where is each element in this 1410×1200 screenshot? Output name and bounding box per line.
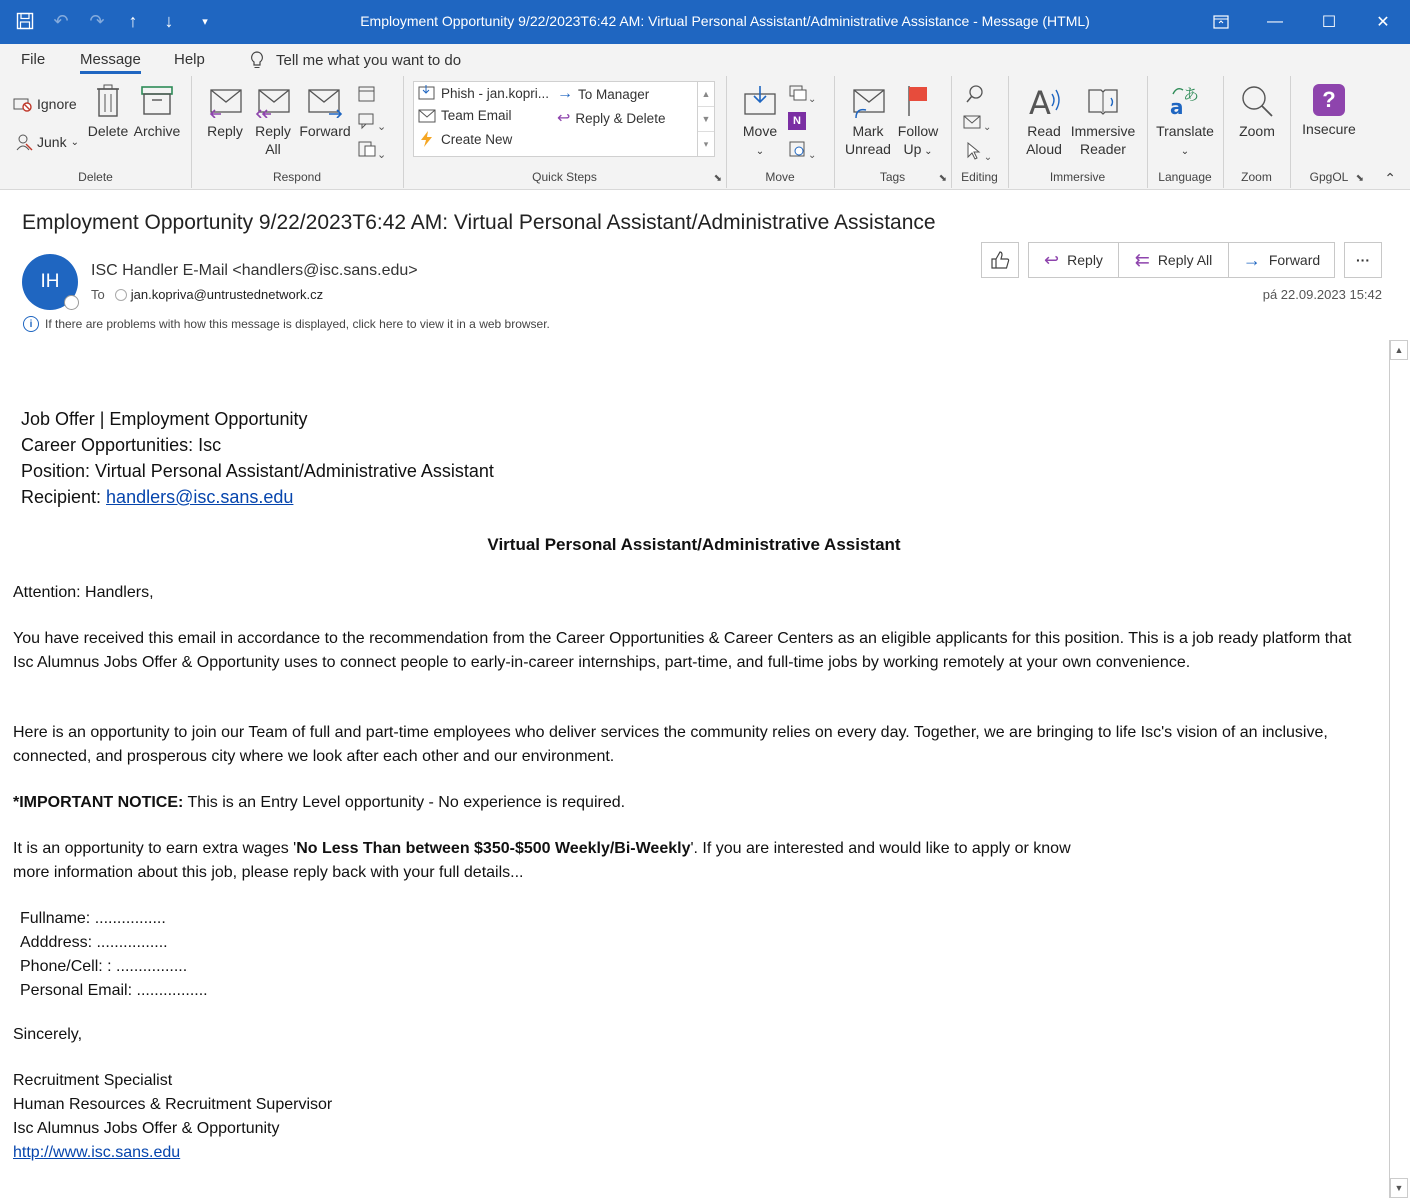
svg-text:あ: あ — [1183, 85, 1200, 104]
tags-group: Mark Unread Follow Up ⌄ ⬊ Tags — [834, 76, 952, 188]
forward-button[interactable]: → Forward — [1228, 242, 1335, 278]
immersive-group: A Read Aloud Immersive Reader Immersive — [1008, 76, 1148, 188]
signature-link-line — [13, 1141, 1373, 1165]
signature-line3: Isc Alumnus Jobs Offer & Opportunity — [13, 1120, 280, 1137]
signature-line2: Human Resources & Recruitment Supervisor — [13, 1096, 333, 1113]
menu-tabs — [0, 44, 1410, 76]
sender[interactable]: ISC Handler E-Mail <handlers@isc.sans.edu> — [91, 262, 418, 279]
chevron-down-icon: ⌄ — [1180, 146, 1190, 157]
chevron-down-icon: ⌄ — [755, 146, 765, 157]
ignore-button[interactable]: Ignore — [13, 96, 77, 112]
archive-button[interactable]: Archive — [132, 84, 182, 140]
body-para2: Here is an opportunity to join our Team of full and part-time employees who deliver services the community relies on every day. Together, we are bringing to life Isc's vision of an inclusive, connected, and prosperous city where we look after each other and our environment. — [13, 724, 1328, 765]
question-shield-icon: ? — [1313, 84, 1345, 116]
translate-button[interactable]: a あ Translate ⌄ — [1156, 85, 1214, 157]
immersive-reader-icon — [1085, 84, 1121, 118]
to-label: To — [91, 287, 105, 302]
reply-button[interactable]: ↩ Reply — [1028, 242, 1119, 278]
reply-all-icon — [255, 84, 291, 118]
ribbon-display-options-icon[interactable] — [1194, 0, 1248, 44]
move-folder-icon — [743, 84, 777, 118]
window-controls — [1194, 0, 1410, 44]
dialog-launcher-icon[interactable]: ⬊ — [713, 173, 722, 184]
translate-icon — [1168, 84, 1202, 118]
quick-steps-scroll[interactable] — [697, 82, 714, 156]
svg-text:a: a — [1170, 95, 1184, 118]
to-address[interactable]: jan.kopriva@untrustednetwork.cz — [130, 287, 324, 302]
close-icon[interactable]: ✕ — [1376, 14, 1390, 31]
mark-unread-button[interactable]: Mark Unread — [844, 84, 892, 158]
lightbulb-icon — [250, 51, 264, 69]
junk-icon — [15, 133, 33, 151]
zoom-button[interactable]: Zoom — [1231, 84, 1283, 140]
ribbon-reply-button[interactable]: Reply — [203, 84, 247, 140]
recipient-link[interactable]: handlers@isc.sans.edu — [106, 487, 294, 507]
undo-icon[interactable]: ↶ — [53, 10, 69, 31]
form-address: Adddress: ................ — [20, 934, 168, 951]
form-fullname: Fullname: ................ — [20, 910, 166, 927]
svg-text:A: A — [1029, 84, 1051, 118]
flag-icon — [903, 84, 933, 118]
tell-me-label: Tell me what you want to do — [276, 51, 462, 69]
read-aloud-button[interactable]: A Read Aloud — [1026, 84, 1062, 157]
respond-group: Reply Reply All Forward ⌄ ⌄ Respond — [191, 76, 404, 188]
actions-icon[interactable]: ⌄ — [788, 140, 816, 161]
info-bar[interactable] — [23, 316, 550, 332]
dialog-launcher-icon[interactable]: ⬊ — [938, 173, 947, 184]
previous-item-icon[interactable]: ↑ — [128, 10, 138, 31]
im-reply-icon[interactable]: ⌄ — [357, 112, 387, 132]
form-email: Personal Email: ................ — [20, 982, 208, 999]
redo-icon[interactable]: ↷ — [89, 10, 105, 31]
scroll-down-arrow-icon[interactable]: ▼ — [1390, 1178, 1408, 1198]
archive-icon — [140, 84, 174, 118]
next-item-icon[interactable]: ↓ — [164, 10, 174, 31]
editing-group: ⌄ ⌄ Editing — [951, 76, 1009, 188]
reply-all-arrow-icon: ⇇ — [1134, 249, 1150, 270]
zoom-group: Zoom Zoom — [1223, 76, 1291, 188]
signature-link[interactable]: http://www.isc.sans.edu — [13, 1144, 181, 1161]
window-title: Employment Opportunity 9/22/2023T6:42 AM: Virtual Personal Assistant/Administrative Assistance - Message (HTML) — [360, 13, 1090, 29]
quick-step-team-email[interactable]: Team Email — [418, 108, 512, 123]
meeting-reply-icon[interactable] — [357, 84, 377, 104]
ribbon — [0, 76, 1410, 190]
dialog-launcher-icon[interactable]: ⬊ — [1355, 173, 1364, 184]
zoom-icon — [1240, 84, 1274, 118]
body-wage-line2: more information about this job, please reply back with your full details... — [13, 864, 524, 881]
forward-arrow-icon: → — [1242, 249, 1261, 270]
presence-indicator — [64, 295, 79, 310]
body-job-line3: Position: Virtual Personal Assistant/Administrative Assistant — [21, 461, 494, 481]
recipients-line — [91, 287, 323, 302]
body-title: Virtual Personal Assistant/Administrative Assistant — [487, 535, 901, 554]
vertical-scrollbar[interactable] — [1389, 340, 1408, 1198]
recipient-presence-icon — [115, 289, 127, 301]
more-respond-icon[interactable]: ⌄ — [357, 140, 387, 160]
reply-all-button[interactable]: ⇇ Reply All — [1118, 242, 1229, 278]
arrow-right-icon: → — [557, 85, 573, 102]
follow-up-button[interactable]: Follow Up ⌄ — [894, 84, 942, 161]
form-phone: Phone/Cell: : ................ — [20, 958, 188, 975]
signature-line1: Recruitment Specialist — [13, 1072, 173, 1089]
quick-step-phish[interactable]: Phish - jan.kopri... — [418, 85, 549, 101]
delete-group: Ignore Junk ⌄ Delete Archive Delete — [0, 76, 192, 188]
quick-steps-group: Phish - jan.kopri... Team Email Create New → To Manager ↩ Reply & Delete ▲ ▼ ▾ ⬊ Quick Steps — [403, 76, 727, 188]
customize-toolbar-icon[interactable]: ▾ — [202, 15, 208, 28]
more-actions-button[interactable]: ··· — [1344, 242, 1382, 278]
thumbs-up-icon — [990, 250, 1010, 270]
reply-arrow-icon: ↩ — [1044, 249, 1060, 270]
info-text: If there are problems with how this message is displayed, click here to view it in a web browser. — [45, 317, 550, 331]
ribbon-reply-all-button[interactable]: Reply All — [251, 84, 295, 158]
more-quick-steps-icon[interactable]: ▾ — [698, 131, 714, 156]
body-recipient-line: Recipient: handlers@isc.sans.edu — [21, 487, 294, 507]
trash-icon — [95, 84, 121, 118]
tab-help[interactable]: Help — [174, 51, 205, 68]
info-icon: i — [23, 316, 39, 332]
envelope-icon — [418, 109, 436, 123]
quick-step-reply-delete[interactable]: ↩ Reply & Delete — [557, 110, 666, 127]
ignore-icon — [13, 96, 33, 112]
delete-button[interactable]: Delete — [86, 84, 130, 140]
language-group: a あ Translate ⌄ Language — [1147, 76, 1224, 188]
reply-icon — [207, 84, 243, 118]
tab-message[interactable]: Message — [80, 51, 141, 68]
tell-me-search[interactable] — [250, 51, 461, 69]
body-job-line2: Career Opportunities: Isc — [21, 435, 222, 455]
received-date: pá 22.09.2023 15:42 — [1262, 287, 1382, 302]
related-icon[interactable]: ⌄ — [963, 114, 991, 133]
avatar[interactable]: IH — [22, 254, 78, 310]
chevron-down-icon: ⌄ — [921, 146, 933, 157]
body-wage: It is an opportunity to earn extra wages 'No Less Than between $350-$500 Weekly/Bi-Weekly'. If you are interested and would like to apply or know — [13, 840, 1071, 857]
scroll-down-icon[interactable]: ▼ — [698, 106, 714, 131]
reply-arrow-icon: ↩ — [557, 110, 571, 127]
gpgol-group: ? Insecure ⬊ GpgOL — [1290, 76, 1368, 188]
quick-step-to-manager[interactable]: → To Manager — [557, 85, 650, 102]
immersive-reader-button[interactable]: Immersive Reader — [1070, 84, 1136, 158]
body-job-line1: Job Offer | Employment Opportunity — [21, 409, 308, 429]
quick-steps-gallery — [413, 81, 715, 157]
collapse-ribbon-icon[interactable]: ⌃ — [1384, 170, 1396, 186]
onenote-icon[interactable]: N — [788, 112, 806, 130]
insecure-button[interactable]: ? Insecure — [1298, 84, 1360, 138]
chevron-down-icon: ⌄ — [70, 136, 79, 148]
like-button[interactable] — [981, 242, 1019, 278]
find-icon[interactable] — [965, 84, 985, 109]
move-button[interactable]: Move ⌄ — [738, 84, 782, 161]
tab-file[interactable]: File — [21, 51, 46, 68]
rules-icon[interactable]: ⌄ — [788, 84, 816, 105]
maximize-icon[interactable]: ☐ — [1321, 14, 1337, 31]
mark-unread-icon — [850, 84, 886, 118]
forward-icon — [307, 84, 343, 118]
ribbon-forward-button[interactable]: Forward — [297, 84, 353, 140]
message-subject: Employment Opportunity 9/22/2023T6:42 AM: Virtual Personal Assistant/Administrative Assistance — [22, 211, 936, 234]
junk-button[interactable]: Junk ⌄ — [15, 133, 79, 151]
read-aloud-icon — [1026, 84, 1062, 118]
body-notice: *IMPORTANT NOTICE: This is an Entry Level opportunity - No experience is required. — [13, 794, 626, 811]
quick-step-create-new[interactable]: Create New — [418, 131, 512, 147]
body-para1: You have received this email in accordance to the recommendation from the Career Opportunities & Career Centers as an eligible applicants for this position. This is a job ready platform that Isc Alumnus Jobs Offer & Opportunity uses to connect people to early-in-career internships, part-time, and full-time jobs by working remotely at your own convenience. — [13, 630, 1352, 671]
scroll-up-icon[interactable]: ▲ — [701, 89, 711, 99]
minimize-icon[interactable]: — — [1267, 13, 1283, 30]
select-icon[interactable]: ⌄ — [965, 142, 992, 163]
lightning-icon — [418, 131, 436, 147]
move-group: Move ⌄ ⌄ N ⌄ Move — [726, 76, 835, 188]
body-attention: Attention: Handlers, — [13, 584, 154, 601]
title-bar — [0, 0, 1410, 44]
body-sincerely: Sincerely, — [13, 1026, 83, 1043]
move-to-folder-icon — [418, 85, 436, 101]
scroll-up-arrow-icon[interactable]: ▲ — [1390, 340, 1408, 360]
